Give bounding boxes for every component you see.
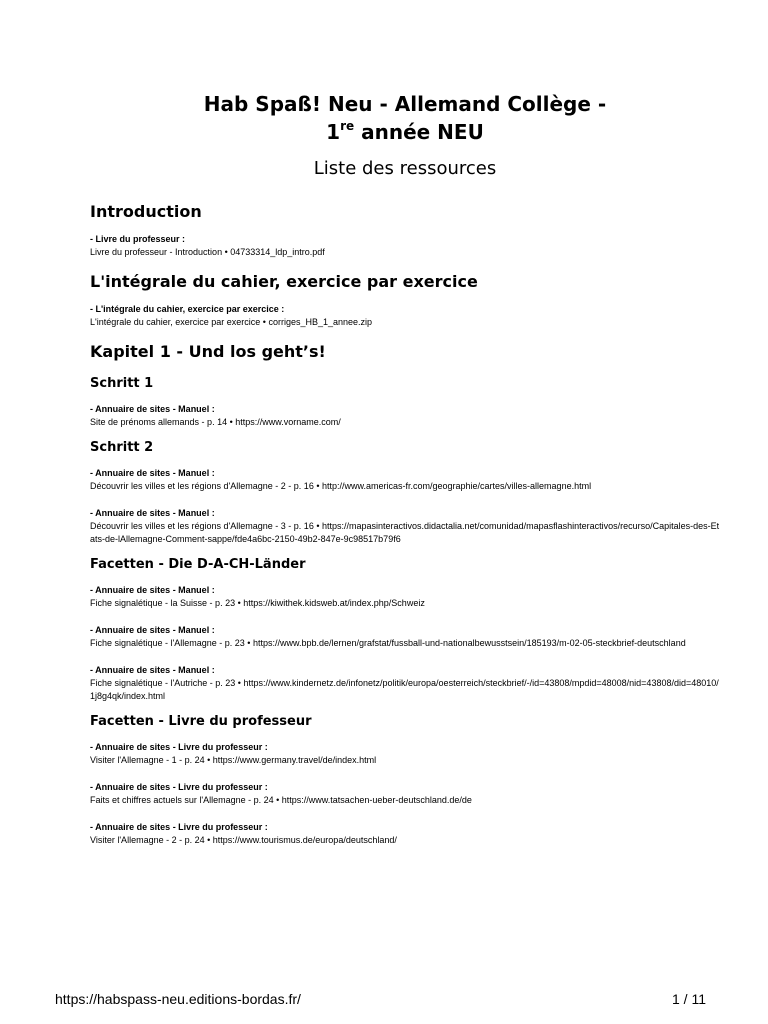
entry-label: - Annuaire de sites - Manuel : — [90, 468, 215, 478]
entry-label: - Annuaire de sites - Manuel : — [90, 625, 215, 635]
entry-text: Visiter l'Allemagne - 2 - p. 24 • https://www.tourismus.de/europa/deutschland/ — [90, 835, 397, 845]
resource-entry — [90, 507, 720, 546]
resource-entry — [90, 664, 720, 703]
entry-label: - Livre du professeur : — [90, 234, 186, 244]
entry-label: - Annuaire de sites - Manuel : — [90, 508, 215, 518]
page-number: 1 / 11 — [672, 991, 706, 1007]
entry-text: Fiche signalétique - la Suisse - p. 23 • https://kiwithek.kidsweb.at/index.php/Schweiz — [90, 598, 425, 608]
document-subtitle: Liste des ressources — [313, 158, 497, 179]
document-page — [90, 90, 720, 847]
document-title — [90, 90, 720, 146]
entry-label: - Annuaire de sites - Livre du professeur : — [90, 782, 268, 792]
title-line-1: Hab Spaß! Neu - Allemand Collège - — [203, 92, 607, 116]
entry-label: - Annuaire de sites - Manuel : — [90, 404, 215, 414]
entry-text: Fiche signalétique - l'Autriche - p. 23 • https://www.kindernetz.de/infonetz/politik/europa/oesterreich/steckbrief/-/id=43808/mpdid=48008/nid=43808/did=48010/1j8g4qk/index.html — [90, 678, 719, 701]
subsection-heading-facetten-ldp: Facetten - Livre du professeur — [90, 714, 312, 729]
entry-label: - Annuaire de sites - Manuel : — [90, 585, 215, 595]
entry-text: Découvrir les villes et les régions d'Allemagne - 3 - p. 16 • https://mapasinteractivos.didactalia.net/comunidad/mapasflashinteractivos/recurso/Capitales-des-Etats-de-lAllemagne-Comment-sappe/fde4a6bc-2150-49b2-847e-9c98517b79f6 — [90, 521, 720, 544]
resource-entry — [90, 781, 720, 807]
resource-entry — [90, 584, 720, 610]
entry-text: Visiter l'Allemagne - 1 - p. 24 • https://www.germany.travel/de/index.html — [90, 755, 377, 765]
resource-entry — [90, 467, 720, 493]
subsection-heading-facetten-dach: Facetten - Die D-A-CH-Länder — [90, 557, 306, 572]
entry-text: Faits et chiffres actuels sur l'Allemagne - p. 24 • https://www.tatsachen-ueber-deutschland.de/de — [90, 795, 472, 805]
footer-url: https://habspass-neu.editions-bordas.fr/ — [55, 991, 301, 1007]
entry-text: Site de prénoms allemands - p. 14 • https://www.vorname.com/ — [90, 417, 341, 427]
subsection-heading-schritt-2: Schritt 2 — [90, 440, 154, 455]
entry-text: Livre du professeur - Introduction • 04733314_ldp_intro.pdf — [90, 247, 325, 257]
resource-entry — [90, 233, 720, 259]
section-heading-kapitel-1: Kapitel 1 - Und los geht’s! — [90, 342, 326, 361]
title-superscript: re — [340, 119, 355, 133]
resource-entry — [90, 821, 720, 847]
entry-label: - L'intégrale du cahier, exercice par exercice : — [90, 304, 285, 314]
section-heading-integrale: L'intégrale du cahier, exercice par exercice — [90, 272, 478, 291]
resource-entry — [90, 624, 720, 650]
resource-entry — [90, 303, 720, 329]
entry-text: Fiche signalétique - l'Allemagne - p. 23 • https://www.bpb.de/lernen/grafstat/fussball-und-nationalbewusstsein/185193/m-02-05-steckbrief-deutschland — [90, 638, 686, 648]
entry-text: L'intégrale du cahier, exercice par exercice • corriges_HB_1_annee.zip — [90, 317, 373, 327]
subsection-heading-schritt-1: Schritt 1 — [90, 376, 154, 391]
title-number: 1 — [326, 120, 341, 144]
section-heading-introduction: Introduction — [90, 202, 202, 221]
entry-label: - Annuaire de sites - Livre du professeur : — [90, 742, 268, 752]
title-line-2: année NEU — [354, 120, 484, 144]
resource-entry — [90, 403, 720, 429]
resource-entry — [90, 741, 720, 767]
entry-label: - Annuaire de sites - Livre du professeur : — [90, 822, 268, 832]
entry-label: - Annuaire de sites - Manuel : — [90, 665, 215, 675]
entry-text: Découvrir les villes et les régions d'Allemagne - 2 - p. 16 • http://www.americas-fr.com/geographie/cartes/villes-allemagne.html — [90, 481, 592, 491]
